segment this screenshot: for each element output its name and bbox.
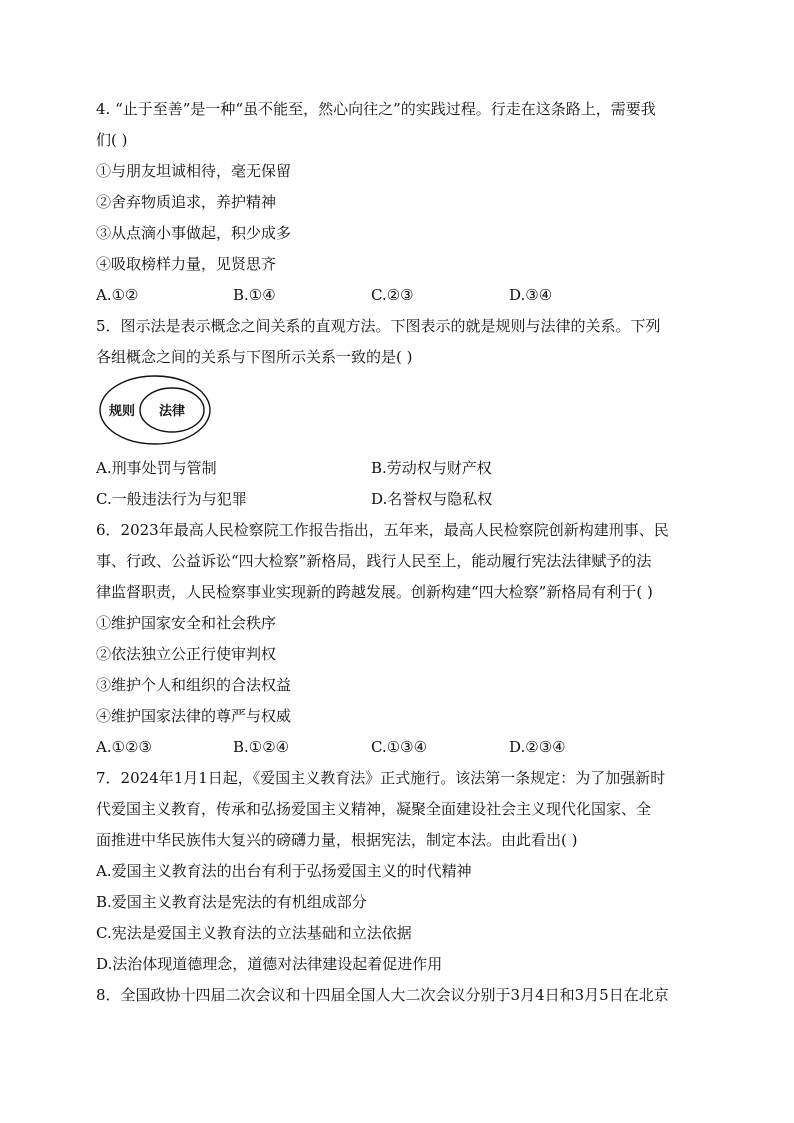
q4-item-3: ③从点滴小事做起，积少成多 (96, 224, 292, 242)
q7-option-a: A.爱国主义教育法的出台有利于弘扬爱国主义的时代精神 (96, 862, 472, 880)
q5-stem-line2: 各组概念之间的关系与下图所示关系一致的是( ) (96, 348, 413, 366)
q7-stem-line2: 代爱国主义教育，传承和弘扬爱国主义精神，凝聚全面建设社会主义现代化国家、全 (96, 800, 652, 818)
q4-item-4: ④吸取榜样力量，见贤思齐 (96, 255, 277, 273)
q4-option-b: B.①④ (233, 286, 276, 304)
q5-option-c: C.一般违法行为与犯罪 (96, 490, 247, 508)
q6-option-a: A.①②③ (96, 738, 152, 756)
q7-stem-line1: 7．2024年1月1日起，《爱国主义教育法》正式施行。该法第一条规定：为了加强新时 (96, 769, 666, 787)
q7-option-b: B.爱国主义教育法是宪法的有机组成部分 (96, 893, 367, 911)
q6-item-3: ③维护个人和组织的合法权益 (96, 676, 292, 694)
q5-option-d: D.名誉权与隐私权 (371, 490, 493, 508)
q4-option-d: D.③④ (509, 286, 553, 304)
q5-option-a: A.刑事处罚与管制 (96, 459, 217, 477)
q4-item-1: ①与朋友坦诚相待，毫无保留 (96, 162, 292, 180)
q6-option-c: C.①③④ (371, 738, 428, 756)
q7-option-c: C.宪法是爱国主义教育法的立法基础和立法依据 (96, 924, 412, 942)
q6-stem-line3: 律监督职责，人民检察事业实现新的跨越发展。创新构建“四大检察”新格局有利于( ) (96, 583, 653, 601)
q6-item-4: ④维护国家法律的尊严与权威 (96, 707, 292, 725)
q7-option-d: D.法治体现道德理念，道德对法律建设起着促进作用 (96, 955, 443, 973)
q6-item-1: ①维护国家安全和社会秩序 (96, 614, 277, 632)
q6-option-b: B.①②④ (233, 738, 290, 756)
q7-stem-line3: 面推进中华民族伟大复兴的磅礴力量，根据宪法，制定本法。由此看出( ) (96, 831, 578, 849)
outer-label: 规则 (108, 404, 136, 419)
q5-option-b: B.劳动权与财产权 (371, 459, 492, 477)
q5-stem-line1: 5．图示法是表示概念之间关系的直观方法。下图表示的就是规则与法律的关系。下列 (96, 317, 661, 335)
q4-stem-line2: 们( ) (96, 131, 128, 149)
q6-stem-line1: 6．2023年最高人民检察院工作报告指出，五年来，最高人民检察院创新构建刑事、民 (96, 521, 669, 539)
q4-option-a: A.①② (96, 286, 139, 304)
q6-item-2: ②依法独立公正行使审判权 (96, 645, 277, 663)
inner-label: 法律 (158, 404, 186, 419)
q6-option-d: D.②③④ (509, 738, 566, 756)
q6-stem-line2: 事、行政、公益诉讼“四大检察”新格局，践行人民至上，能动履行宪法法律赋予的法 (96, 552, 652, 570)
q4-option-c: C.②③ (371, 286, 414, 304)
q4-item-2: ②舍弃物质追求，养护精神 (96, 193, 277, 211)
q4-stem-line1: 4. “止于至善”是一种“虽不能至，然心向往之”的实践过程。行走在这条路上，需要我 (96, 100, 656, 118)
q8-stem-line1: 8．全国政协十四届二次会议和十四届全国人大二次会议分别于3月4日和3月5日在北京 (96, 986, 669, 1004)
rules-law-diagram (98, 374, 212, 446)
